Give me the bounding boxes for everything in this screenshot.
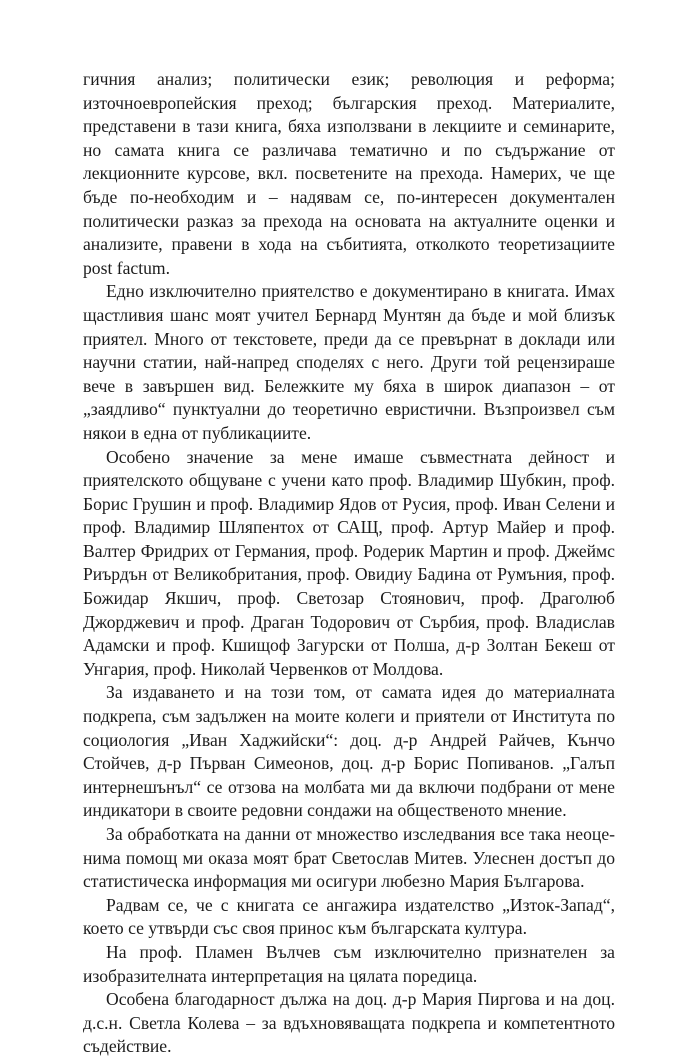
paragraph: За издаването и на този том, от самата идея до материалната подкрепа, съм задължен на моите колеги и приятели от Института по социология „Иван Хаджийски“: доц. д-р Андрей Райчев, Кънчо Стойчев, д-р Първан Симеонов, доц. д-р Борис Попиванов. „Галъп интернешънъл“ се отзова на молбата ми да включи подбрани от мене индикатори в своите редовни сондажи на общественото мнение. <box>83 682 615 821</box>
paragraph: На проф. Пламен Вълчев съм изключително признателен за изобразителната интерпретация на цялата поредица. <box>83 941 615 986</box>
paragraph: За обработката на данни от множество изследвания все така неоценима помощ ми оказа моят брат Светослав Митев. Улеснен достъп до статистическа информация ми осигури любезно Мария Българова. <box>83 824 615 892</box>
paragraph: Особено значение за мене имаше съвместната дейност и приятелското общуване с учени като проф. Владимир Шубкин, проф. Борис Грушин и проф. Владимир Ядов от Русия, проф. Иван Селени и проф. Владимир Шляпентох от САЩ, проф. Артур Майер и проф. Валтер Фридрих от Германия, проф. Родерик Мартин и проф. Джеймс Риърдън от Великобритания, проф. Овидиу Бадина от Румъния, проф. Божидар Якшич, проф. Светозар Стоянович, проф. Драголюб Джорджевич и проф. Драган Тодорович от Сърбия, проф. Владислав Адамски и проф. Кшищоф Загурски от Полша, д-р Золтан Бекеш от Унгария, проф. Николай Червенков от Молдова. <box>83 446 615 679</box>
paragraph: гичния анализ; политически език; революция и реформа; източноевропейския преход; българския преход. Материалите, представени в тази книга, бяха използвани в лекциите и семинарите, но самата книга се различава тематично и по съдържание от лекционните курсове, вкл. посветените на прехода. Намерих, че ще бъде по-необходим и – надявам се, по-интересен документален политически разказ за прехода на основата на актуалните оценки и анализите, правени в хода на събитията, отколкото теоретизациите post factum. <box>83 69 615 278</box>
body-text <box>83 68 615 1059</box>
paragraph: Радвам се, че с книгата се ангажира издателство „Изток-Запад“, което се утвърди със своя принос към българската култура. <box>83 894 615 939</box>
paragraph: Едно изключително приятелство е документирано в книгата. Имах щастливия шанс моят учител Бернард Мунтян да бъде и мой близък приятел. Много от текстовете, преди да се превърнат в доклади или научни статии, най-напред споделях с него. Други той рецензираше вече в завършен вид. Бележките му бяха в широк диапазон – от „заядливо“ пунктуални до теоретично евристични. Възпроизвел съм някои в една от публикациите. <box>83 281 615 443</box>
paragraph: Особена благодарност дължа на доц. д-р Мария Пиргова и на доц. д.с.н. Светла Колева – за вдъхновяващата подкрепа и компетентното съдействие. <box>83 989 615 1057</box>
